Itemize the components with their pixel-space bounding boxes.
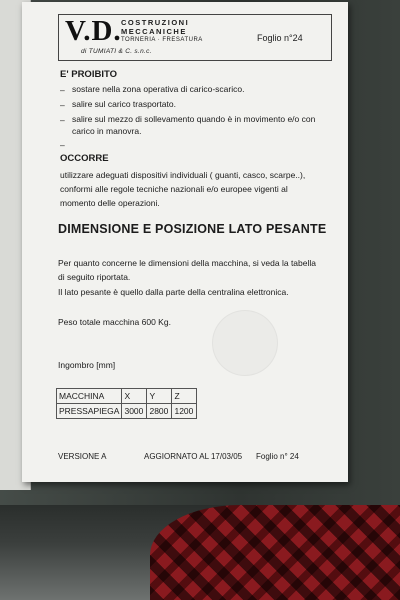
section-paragraph-line: Per quanto concerne le dimensioni della macchina, si veda la tabella (58, 258, 316, 268)
prohibited-item: sostare nella zona operativa di carico-scarico. (72, 84, 245, 94)
table-cell: 3000 (122, 404, 147, 419)
company-header (58, 14, 332, 61)
logo-line-4: di TUMIATI & C. s.n.c. (81, 48, 152, 55)
prohibited-item: carico in manovra. (72, 126, 142, 136)
dimensions-table (56, 388, 197, 419)
table-cell: PRESSAPIEGA (57, 404, 122, 419)
sheet-number: Foglio n°24 (257, 33, 303, 43)
bullet-dash: – (60, 100, 65, 110)
table-row (57, 404, 197, 419)
section-title: DIMENSIONE E POSIZIONE LATO PESANTE (58, 222, 327, 236)
prohibited-item: salire sul mezzo di sollevamento quando è in movimento e/o con (72, 114, 316, 124)
required-title: OCCORRE (60, 153, 109, 164)
table-header-cell: X (122, 389, 147, 404)
prohibited-title: E' PROIBITO (60, 69, 117, 80)
section-paragraph-line: Il lato pesante è quello dalla parte della centralina elettronica. (58, 287, 289, 297)
footer-version: VERSIONE A (58, 452, 107, 461)
bullet-dash: – (60, 85, 65, 95)
required-line: conformi alle regole tecniche nazionali e/o europee vigenti al (60, 184, 288, 194)
required-line: momento delle operazioni. (60, 198, 160, 208)
footer-updated: AGGIORNATO AL 17/03/05 (144, 452, 243, 461)
table-header-row (57, 389, 197, 404)
table-header-cell: Z (172, 389, 197, 404)
footer-sheet: Foglio n° 24 (256, 452, 299, 461)
prohibited-item: salire sul carico trasportato. (72, 99, 176, 109)
table-header-cell: MACCHINA (57, 389, 122, 404)
company-logo: V.D. (65, 15, 122, 47)
plaid-fabric (150, 505, 400, 600)
faded-watermark (212, 310, 278, 376)
table-header-cell: Y (147, 389, 172, 404)
required-line: utilizzare adeguati dispositivi individuali ( guanti, casco, scarpe..), (60, 170, 306, 180)
machine-weight: Peso totale macchina 600 Kg. (58, 317, 171, 327)
document-page (22, 2, 348, 482)
logo-line-1: COSTRUZIONI (121, 18, 190, 27)
logo-line-2: MECCANICHE (121, 27, 187, 36)
bullet-dash: – (60, 115, 65, 125)
dimensions-label: Ingombro [mm] (58, 360, 116, 370)
section-paragraph-line: di seguito riportata. (58, 272, 131, 282)
bullet-dash: – (60, 140, 65, 150)
logo-line-3: TORNERIA · FRESATURA (121, 37, 203, 43)
table-cell: 1200 (172, 404, 197, 419)
table-cell: 2800 (147, 404, 172, 419)
